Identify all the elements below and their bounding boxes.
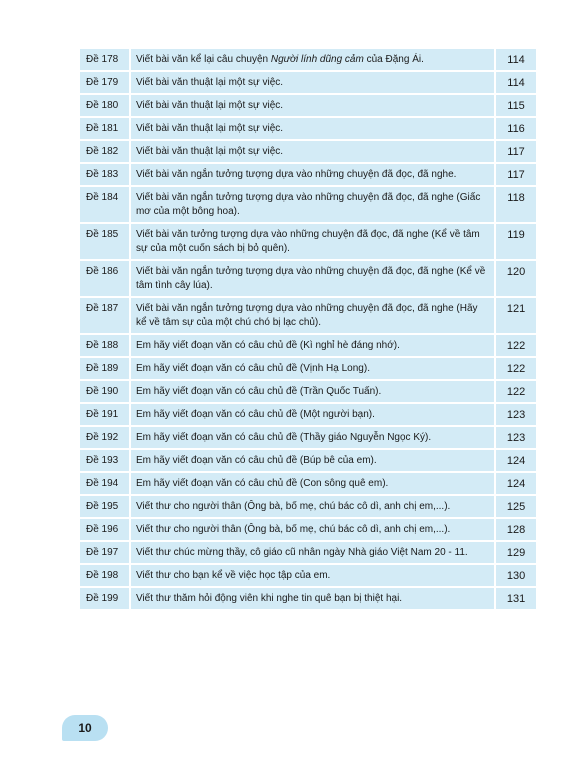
exercise-title (131, 427, 494, 448)
exercise-code: Đề 195 (80, 496, 131, 517)
title-text: Em hãy viết đoạn văn có câu chủ đề (Kì nghỉ hè đáng nhớ). (135, 340, 400, 351)
page-ref: 124 (494, 473, 536, 494)
table-row (80, 224, 536, 259)
table-row (80, 49, 536, 70)
page-ref: 130 (494, 565, 536, 586)
title-text: Viết bài văn thuật lại một sự việc. (135, 100, 284, 111)
title-text: Viết bài văn thuật lại một sự việc. (135, 123, 284, 134)
title-text: Viết thư chúc mừng thầy, cô giáo cũ nhân ngày Nhà giáo Việt Nam 20 - 11. (135, 547, 468, 558)
title-text: Viết bài văn thuật lại một sự việc. (135, 77, 284, 88)
page-ref: 115 (494, 95, 536, 116)
exercise-code: Đề 184 (80, 187, 131, 222)
exercise-code: Đề 188 (80, 335, 131, 356)
table-row (80, 450, 536, 471)
title-text: Em hãy viết đoạn văn có câu chủ đề (Vịnh Hạ Long). (135, 363, 370, 374)
page-ref: 118 (494, 187, 536, 222)
table-of-contents (80, 47, 536, 611)
page-ref: 123 (494, 427, 536, 448)
page-ref: 119 (494, 224, 536, 259)
exercise-title (131, 141, 494, 162)
table-row (80, 164, 536, 185)
page-ref: 131 (494, 588, 536, 609)
page-ref: 114 (494, 72, 536, 93)
exercise-code: Đề 181 (80, 118, 131, 139)
title-text: Viết bài văn thuật lại một sự việc. (135, 146, 284, 157)
title-text: Viết thư cho người thân (Ông bà, bố mẹ, chú bác cô dì, anh chị em,...). (135, 524, 451, 535)
exercise-title (131, 49, 494, 70)
table-row (80, 381, 536, 402)
exercise-code: Đề 192 (80, 427, 131, 448)
page-ref: 114 (494, 49, 536, 70)
title-text-suffix: của Đặng Ái. (363, 54, 424, 65)
exercise-code: Đề 186 (80, 261, 131, 296)
exercise-title (131, 164, 494, 185)
table-row (80, 261, 536, 296)
page-ref: 125 (494, 496, 536, 517)
exercise-title (131, 588, 494, 609)
exercise-code: Đề 185 (80, 224, 131, 259)
exercise-title (131, 95, 494, 116)
title-text: Em hãy viết đoạn văn có câu chủ đề (Búp bê của em). (135, 455, 377, 466)
title-text: Viết thư cho người thân (Ông bà, bố mẹ, chú bác cô dì, anh chị em,...). (135, 501, 451, 512)
table-row (80, 565, 536, 586)
title-text: Viết thư thăm hỏi động viên khi nghe tin quê bạn bị thiệt hại. (135, 593, 403, 604)
table-row (80, 496, 536, 517)
exercise-title (131, 72, 494, 93)
exercise-code: Đề 178 (80, 49, 131, 70)
exercise-code: Đề 180 (80, 95, 131, 116)
exercise-code: Đề 194 (80, 473, 131, 494)
title-text: Viết bài văn tưởng tượng dựa vào những chuyện đã đọc, đã nghe (Kể về tâm sự của một cuốn sách bị bỏ quên). (135, 229, 480, 254)
page-ref: 117 (494, 141, 536, 162)
exercise-title (131, 358, 494, 379)
page-number: 10 (78, 721, 92, 735)
title-text: Viết bài văn ngắn tưởng tượng dựa vào những chuyện đã đọc, đã nghe (Hãy kể về tâm sự của một chú chó bị lạc chủ). (135, 303, 478, 328)
table-row (80, 187, 536, 222)
page-ref: 123 (494, 404, 536, 425)
title-text: Em hãy viết đoạn văn có câu chủ đề (Trần Quốc Tuấn). (135, 386, 382, 397)
page-ref: 124 (494, 450, 536, 471)
page-number-badge (62, 715, 108, 741)
table-row (80, 542, 536, 563)
exercise-code: Đề 190 (80, 381, 131, 402)
title-text: Viết thư cho bạn kể về việc học tập của em. (135, 570, 331, 581)
exercise-title (131, 404, 494, 425)
exercise-title (131, 519, 494, 540)
title-text: Em hãy viết đoạn văn có câu chủ đề (Con sông quê em). (135, 478, 389, 489)
exercise-code: Đề 183 (80, 164, 131, 185)
table-row (80, 335, 536, 356)
title-text: Em hãy viết đoạn văn có câu chủ đề (Thầy giáo Nguyễn Ngọc Ký). (135, 432, 432, 443)
page-ref: 122 (494, 358, 536, 379)
exercise-code: Đề 196 (80, 519, 131, 540)
title-italic-text: Người lính dũng cảm (270, 54, 364, 65)
exercise-title (131, 381, 494, 402)
exercise-code: Đề 199 (80, 588, 131, 609)
page-ref: 117 (494, 164, 536, 185)
exercise-code: Đề 189 (80, 358, 131, 379)
exercise-code: Đề 191 (80, 404, 131, 425)
table-row (80, 588, 536, 609)
page-ref: 121 (494, 298, 536, 333)
exercise-code: Đề 197 (80, 542, 131, 563)
page-ref: 122 (494, 381, 536, 402)
exercise-title (131, 496, 494, 517)
exercise-code: Đề 179 (80, 72, 131, 93)
table-row (80, 473, 536, 494)
table-row (80, 72, 536, 93)
exercise-title (131, 565, 494, 586)
title-text: Viết bài văn ngắn tưởng tượng dựa vào những chuyện đã đọc, đã nghe (Giấc mơ của một bông hoa). (135, 192, 481, 217)
table-row (80, 358, 536, 379)
page-ref: 116 (494, 118, 536, 139)
exercise-title (131, 224, 494, 259)
table-row (80, 95, 536, 116)
exercise-title (131, 335, 494, 356)
table-row (80, 118, 536, 139)
exercise-title (131, 542, 494, 563)
exercise-code: Đề 187 (80, 298, 131, 333)
table-row (80, 141, 536, 162)
page-ref: 128 (494, 519, 536, 540)
exercise-title (131, 261, 494, 296)
page-ref: 120 (494, 261, 536, 296)
table-row (80, 519, 536, 540)
title-text: Viết bài văn ngắn tưởng tượng dựa vào những chuyện đã đọc, đã nghe (Kể về tâm tình cây lúa). (135, 266, 486, 291)
title-text: Viết bài văn ngắn tưởng tượng dựa vào những chuyện đã đọc, đã nghe. (135, 169, 457, 180)
exercise-title (131, 473, 494, 494)
page-ref: 122 (494, 335, 536, 356)
page-ref: 129 (494, 542, 536, 563)
title-text: Em hãy viết đoạn văn có câu chủ đề (Một người bạn). (135, 409, 375, 420)
exercise-title (131, 298, 494, 333)
table-row (80, 298, 536, 333)
title-text: Viết bài văn kể lại câu chuyện (135, 54, 271, 65)
exercise-title (131, 187, 494, 222)
exercise-code: Đề 193 (80, 450, 131, 471)
table-row (80, 427, 536, 448)
exercise-code: Đề 198 (80, 565, 131, 586)
exercise-code: Đề 182 (80, 141, 131, 162)
table-row (80, 404, 536, 425)
exercise-title (131, 450, 494, 471)
toc-body (80, 49, 536, 609)
exercise-title (131, 118, 494, 139)
